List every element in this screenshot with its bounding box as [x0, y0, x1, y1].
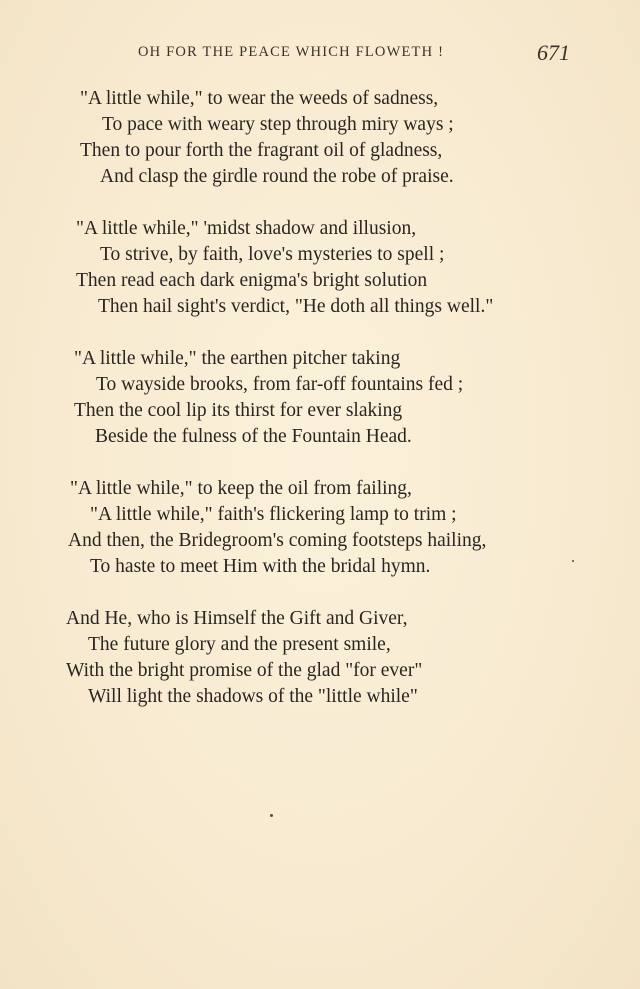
page-number: 671 [537, 40, 570, 65]
poem-line: To pace with weary step through miry ways ; [102, 114, 454, 135]
poem-line: Then the cool lip its thirst for ever slaking [74, 400, 403, 421]
poem-line: Then to pour forth the fragrant oil of gladness, [80, 140, 443, 161]
poem-line: And then, the Bridegroom's coming footsteps hailing, [68, 530, 487, 551]
poem-line: "A little while," 'midst shadow and illusion, [76, 218, 417, 239]
ink-speck [270, 814, 273, 817]
poem-line: And clasp the girdle round the robe of praise. [100, 166, 454, 187]
poem-line: And He, who is Himself the Gift and Giver, [66, 608, 408, 629]
poem-line: "A little while," to wear the weeds of sadness, [80, 88, 439, 109]
poem-line: With the bright promise of the glad "for ever" [66, 660, 423, 681]
poem-line: "A little while," the earthen pitcher taking [74, 348, 401, 369]
poem-line: To haste to meet Him with the bridal hymn. [90, 556, 431, 577]
poem-line: The future glory and the present smile, [88, 634, 391, 655]
poem-line: Beside the fulness of the Fountain Head. [95, 426, 412, 447]
poem-body [0, 86, 640, 736]
poem-line: "A little while," faith's flickering lamp to trim ; [90, 504, 457, 525]
poem-line: Then read each dark enigma's bright solution [76, 270, 428, 291]
poem-line: "A little while," to keep the oil from failing, [70, 478, 412, 499]
stanza-5 [0, 606, 640, 710]
poem-line: To wayside brooks, from far-off fountains fed ; [96, 374, 464, 395]
poem-line: Will light the shadows of the "little while" [88, 686, 418, 707]
stanza-1 [0, 86, 640, 190]
ink-speck [572, 560, 574, 562]
poem-line: Then hail sight's verdict, "He doth all things well." [98, 296, 494, 317]
stanza-4 [0, 476, 640, 580]
running-head-title: OH FOR THE PEACE WHICH FLOWETH ! [138, 44, 445, 60]
stanza-3 [0, 346, 640, 450]
stanza-2 [0, 216, 640, 320]
poem-line: To strive, by faith, love's mysteries to spell ; [100, 244, 445, 265]
